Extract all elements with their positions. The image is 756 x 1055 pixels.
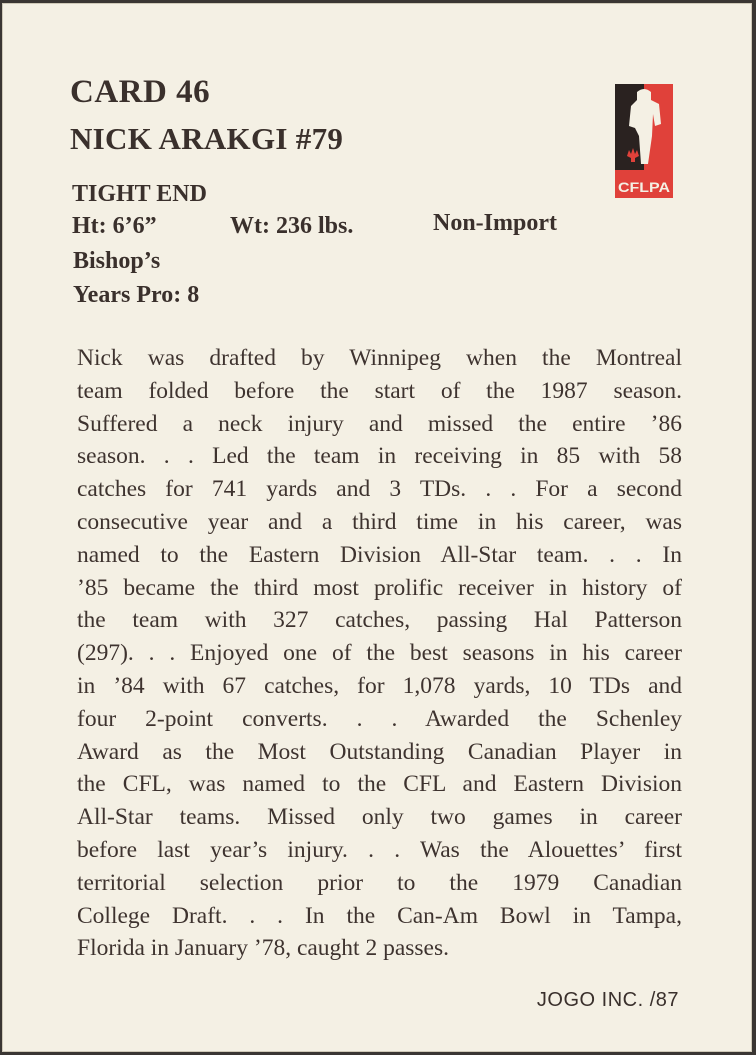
bio-line: the CFL, was named to the CFL and Eastern Division [77, 771, 682, 798]
trading-card-back [2, 3, 752, 1052]
bio-line: Nick was drafted by Winnipeg when the Montreal [77, 345, 682, 371]
bio-line: Suffered a neck injury and missed the entire ’86 [77, 410, 682, 437]
bio-line: consecutive year and a third time in his career, was [77, 508, 682, 535]
bio-line: ’85 became the third most prolific receiver in history of [77, 574, 682, 601]
player-weight: Wt: 236 lbs. [230, 213, 354, 239]
bio-line: team folded before the start of the 1987 season. [77, 377, 682, 404]
player-height: Ht: 6’6” [72, 213, 157, 239]
copyright-notice: JOGO INC. /87 [536, 989, 679, 1011]
bio-line: in ’84 with 67 catches, for 1,078 yards, 10 TDs and [77, 672, 682, 699]
bio-line: Florida in January ’78, caught 2 passes. [77, 935, 450, 962]
bio-line: territorial selection prior to the 1979 Canadian [77, 869, 682, 896]
player-name: NICK ARAKGI #79 [70, 121, 344, 156]
bio-line: College Draft. . . In the Can-Am Bowl in Tampa, [77, 902, 682, 929]
bio-line: before last year’s injury. . . Was the Alouettes’ first [77, 836, 682, 863]
bio-line: named to the Eastern Division All-Star team. . . In [77, 541, 682, 568]
bio-line: (297). . . Enjoyed one of the best seasons in his career [77, 640, 682, 667]
bio-line: season. . . Led the team in receiving in 85 with 58 [77, 443, 682, 470]
import-status: Non-Import [433, 210, 557, 236]
cflpa-logo-icon [615, 84, 673, 198]
bio-line: four 2-point converts. . . Awarded the Schenley [77, 705, 682, 732]
bio-line: Award as the Most Outstanding Canadian Player in [77, 738, 682, 765]
player-position: TIGHT END [72, 181, 207, 207]
bio-line: All-Star teams. Missed only two games in career [77, 804, 682, 831]
card-number: CARD 46 [70, 74, 211, 110]
cflpa-logo-text: CFLPA [618, 179, 670, 195]
player-college: Bishop’s [73, 248, 161, 274]
bio-line: the team with 327 catches, passing Hal Patterson [77, 607, 682, 634]
bio-line: catches for 741 yards and 3 TDs. . . For a second [77, 476, 682, 503]
player-biography [77, 342, 682, 965]
years-pro: Years Pro: 8 [73, 282, 200, 308]
